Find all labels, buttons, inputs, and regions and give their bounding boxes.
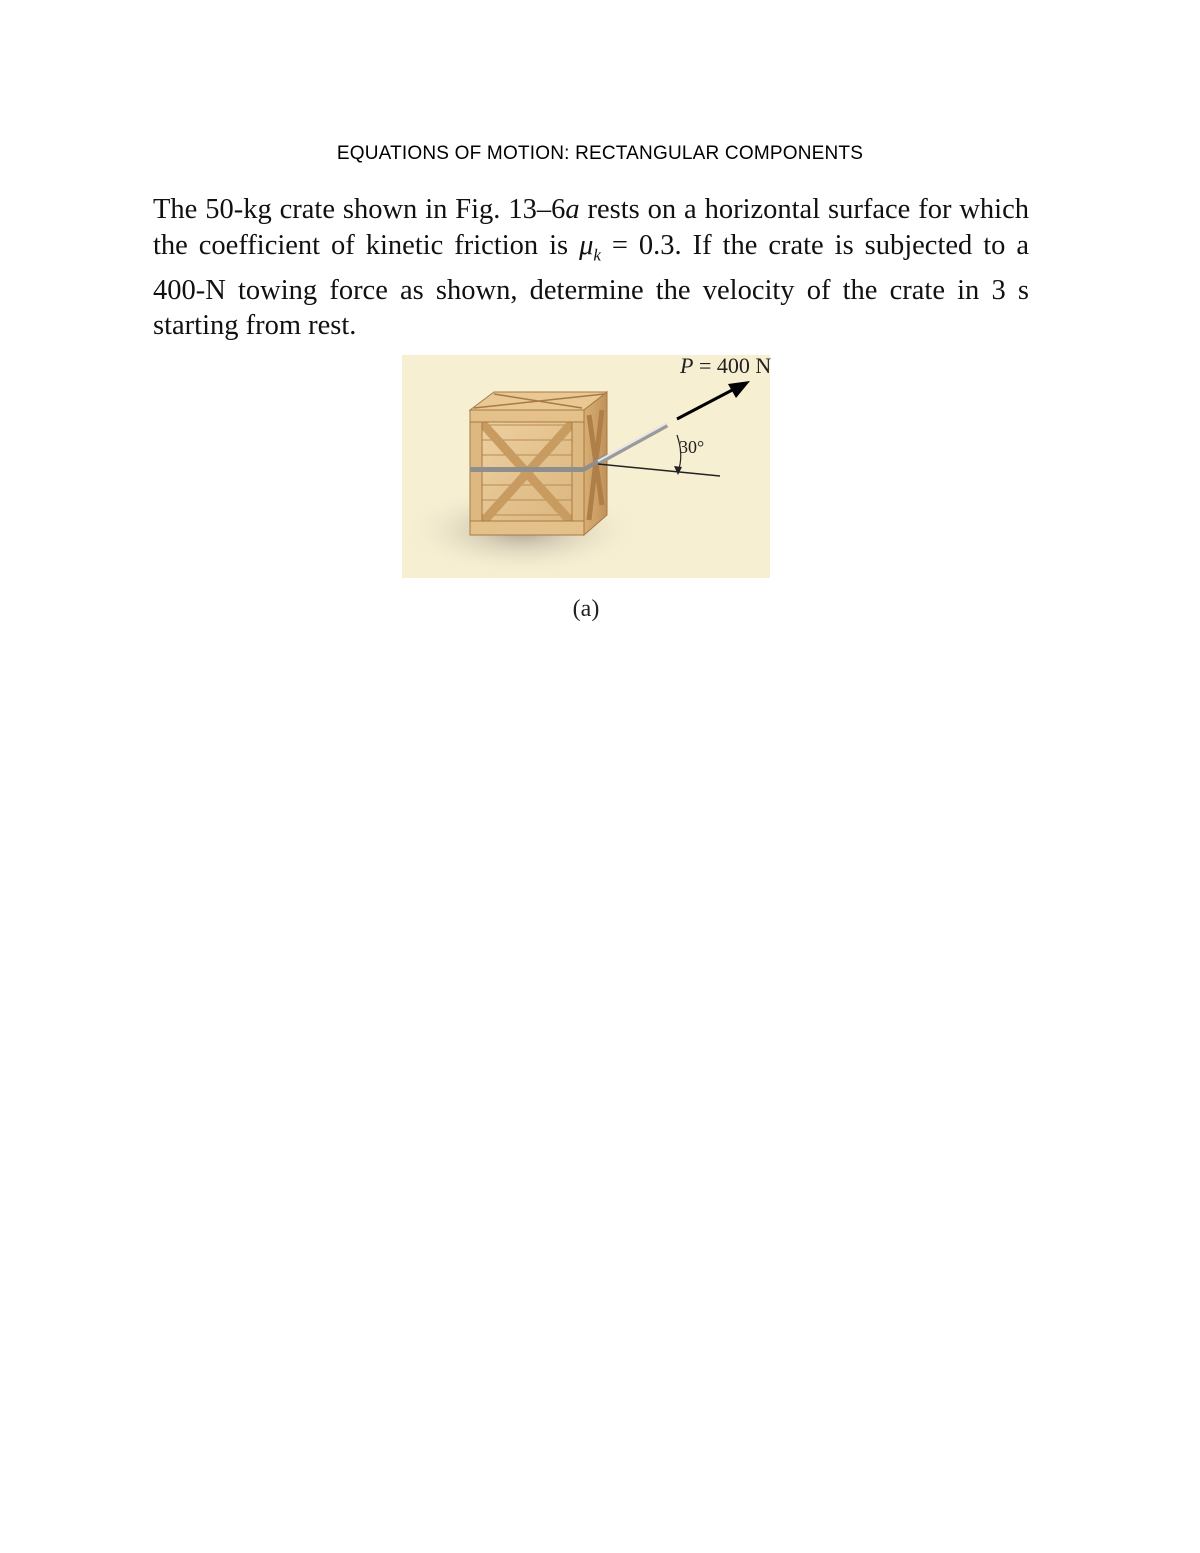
problem-text-part1: The 50-kg crate shown in Fig. 13–6	[153, 194, 566, 225]
force-value: = 400 N	[693, 353, 772, 378]
crate-figure	[402, 355, 770, 578]
section-heading: EQUATIONS OF MOTION: RECTANGULAR COMPONENTS	[336, 143, 864, 164]
force-label	[680, 353, 771, 379]
mu-symbol: μ	[579, 229, 594, 261]
mu-subscript: k	[593, 245, 601, 265]
figure-caption: (a)	[572, 596, 600, 622]
figure-reference-suffix: a	[565, 194, 580, 225]
force-symbol: P	[680, 353, 694, 378]
angle-label: 30°	[679, 437, 705, 457]
problem-statement	[153, 192, 1029, 344]
crate	[470, 392, 607, 535]
problem-text-part2: rests on a horizontal surface for which the coefficient of kinetic friction is	[153, 194, 1029, 261]
problem-text-part3: = 0.3. If the crate is subjected to a 400-N towing force as shown, determine the velocity of the crate in 3 s starting from rest.	[153, 229, 1029, 342]
